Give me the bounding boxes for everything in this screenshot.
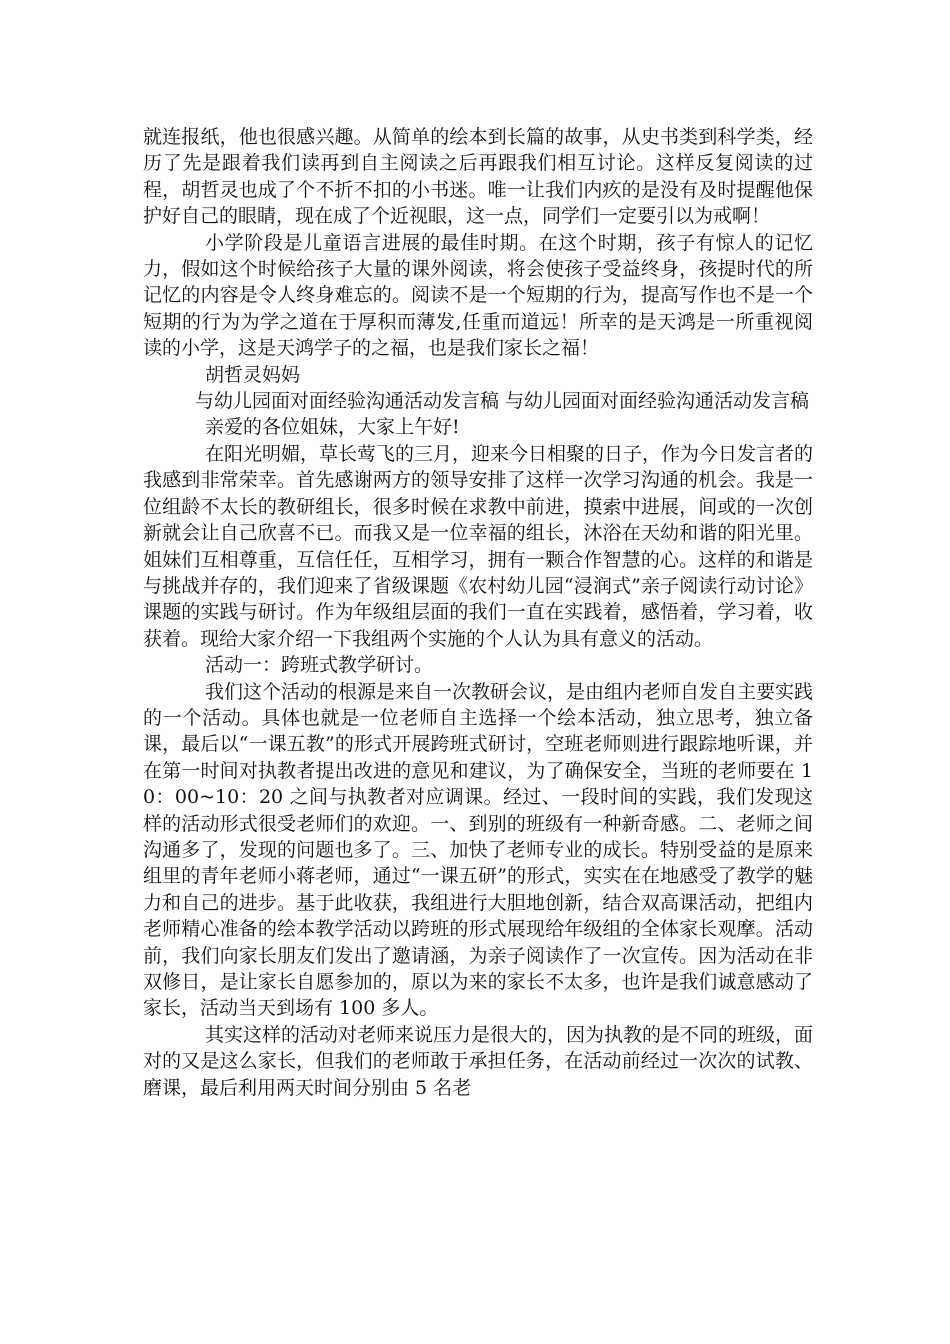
paragraph-pressure: 其实这样的活动对老师来说压力是很大的，因为执教的是不同的班级，面对的又是这么家长，但我们的老师敢于承担任务，在活动前经过一次次的试教、磨课，最后利用两天时间分别由 5 名老 [143, 1023, 814, 1099]
greeting-line: 亲爱的各位姐妹，大家上午好! [205, 416, 460, 439]
paragraph-activity-one: 我们这个活动的根源是来自一次教研会议，是由组内老师自发自主要实践的一个活动。具体也就是一位老师自主选择一个绘本活动，独立思考，独立备课，最后以“一课五教”的形式开展跨班式研讨，空班老师则进行跟踪地听课，并在第一时间对执教者提出改进的意见和建议，为了确保安全，当班的老师要在 10：00~10：20 之间与执教者对应调课。经过、一段时间的实践，我们发现这样的活动形式很受老师们的欢迎。一、到别的班级有一种新奇感。二、老师之间沟通多了，发现的问题也多了。三、加快了老师专业的成长。特别受益的是原来组里的青年老师小蒋老师，通过“一课五研”的形式，实实在在地感受了教学的魅力和自己的进步。基于此收获，我组进行大胆地创新，结合双高课活动，把组内老师精心准备的绘本教学活动以跨班的形式展现给年级组的全体家长观摩。活动前，我们向家长朋友们发出了邀请涵，为亲子阅读作了一次宣传。因为活动在非双修日，是让家长自愿参加的，原以为来的家长不太多，也许是我们诚意感动了家长，活动当天到场有 100 多人。 [143, 680, 814, 1020]
signature-line: 胡哲灵妈妈 [205, 363, 301, 386]
activity-one-heading: 活动一：跨班式教学研讨。 [205, 654, 434, 677]
speech-title: 与幼儿园面对面经验沟通活动发言稿 与幼儿园面对面经验沟通活动发言稿 [195, 390, 810, 413]
paragraph-introduction: 在阳光明媚，草长莺飞的三月，迎来今日相聚的日子，作为今日发言者的我感到非常荣幸。首先感谢两方的领导安排了这样一次学习沟通的机会。我是一位组龄不太长的教研组长，很多时候在求教中前进，摸索中进展，间或的一次创新就会让自己欣喜不已。而我又是一位幸福的组长，沐浴在天幼和谐的阳光里。姐妹们互相尊重，互信任任，互相学习，拥有一颗合作智慧的心。这样的和谐是与挑战并存的，我们迎来了省级课题《农村幼儿园“浸润式”亲子阅读行动讨论》课题的实践与研讨。作为年级组层面的我们一直在实践着，感悟着，学习着，收获着。现给大家介绍一下我组两个实施的个人认为具有意义的活动。 [143, 442, 814, 650]
paragraph-reading-habit: 就连报纸，他也很感兴趣。从简单的绘本到长篇的故事，从史书类到科学类，经历了先是跟着我们读再到自主阅读之后再跟我们相互讨论。这样反复阅读的过程，胡哲灵也成了个不折不扣的小书迷。唯一让我们内疚的是没有及时提醒他保护好自己的眼睛，现在成了个近视眼，这一点，同学们一定要引以为戒啊！ [143, 126, 813, 228]
paragraph-primary-school: 小学阶段是儿童语言进展的最佳时期。在这个时期，孩子有惊人的记忆力，假如这个时候给孩子大量的课外阅读，将会使孩子受益终身，孩提时代的所记忆的内容是令人终身难忘的。阅读不是一个短期的行为，提高写作也不是一个短期的行为为学之道在于厚积而薄发,任重而道远！所幸的是天鸿是一所重视阅读的小学，这是天鸿学子的之福，也是我们家长之福！ [143, 231, 813, 360]
document-body [143, 124, 813, 1101]
